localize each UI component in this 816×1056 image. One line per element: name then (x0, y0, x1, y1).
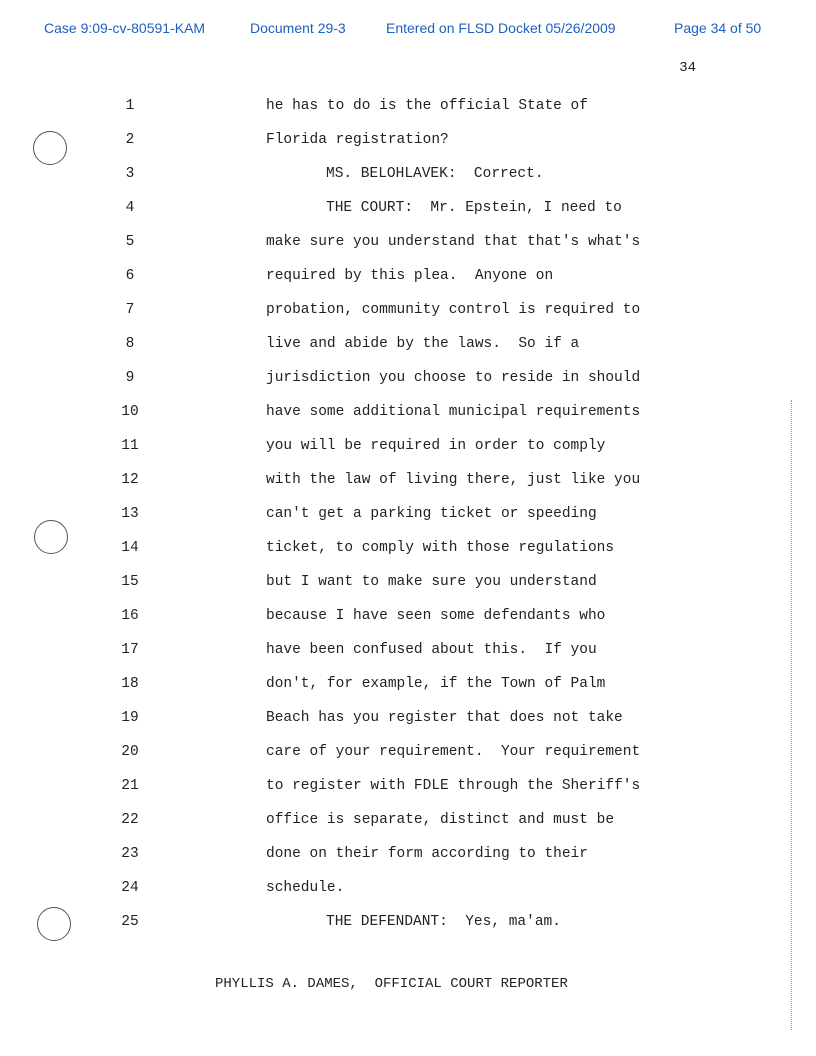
case-number: Case 9:09-cv-80591-KAM (44, 20, 206, 36)
document-number: Document 29-3 (250, 20, 346, 36)
line-text: can't get a parking ticket or speeding (266, 506, 597, 522)
line-number: 25 (121, 914, 139, 930)
line-text: make sure you understand that that's what's (266, 234, 641, 250)
line-number: 10 (121, 404, 139, 420)
line-text: probation, community control is required to (266, 302, 641, 318)
line-number: 19 (121, 710, 139, 726)
line-number: 4 (125, 200, 135, 216)
line-text: MS. BELOHLAVEK: Correct. (326, 166, 544, 182)
line-text: with the law of living there, just like you (266, 472, 641, 488)
line-text: have been confused about this. If you (266, 642, 597, 658)
line-text: THE COURT: Mr. Epstein, I need to (326, 200, 622, 216)
line-number: 1 (125, 98, 135, 114)
line-text: schedule. (266, 880, 345, 896)
line-text: Beach has you register that does not take (266, 710, 623, 726)
transcript-line (0, 302, 816, 336)
transcript-line (0, 642, 816, 676)
line-number: 3 (125, 166, 135, 182)
line-number: 15 (121, 574, 139, 590)
transcript-line (0, 506, 816, 540)
line-number: 14 (121, 540, 139, 556)
line-number: 9 (125, 370, 135, 386)
line-number: 7 (125, 302, 135, 318)
line-number: 5 (125, 234, 135, 250)
line-number: 16 (121, 608, 139, 624)
line-text: to register with FDLE through the Sheriff's (266, 778, 641, 794)
transcript-page-number: 34 (679, 60, 696, 76)
line-text: you will be required in order to comply (266, 438, 606, 454)
transcript-line (0, 404, 816, 438)
transcript-line (0, 370, 816, 404)
line-text: done on their form according to their (266, 846, 588, 862)
line-text: office is separate, distinct and must be (266, 812, 615, 828)
line-number: 8 (125, 336, 135, 352)
line-number: 24 (121, 880, 139, 896)
transcript-line (0, 438, 816, 472)
line-text: care of your requirement. Your requirement (266, 744, 641, 760)
line-number: 6 (125, 268, 135, 284)
line-number: 21 (121, 778, 139, 794)
line-text: ticket, to comply with those regulations (266, 540, 615, 556)
line-text: THE DEFENDANT: Yes, ma'am. (326, 914, 561, 930)
transcript-line (0, 744, 816, 778)
line-number: 2 (125, 132, 135, 148)
line-number: 22 (121, 812, 139, 828)
transcript-line (0, 268, 816, 302)
line-text: live and abide by the laws. So if a (266, 336, 580, 352)
transcript-line (0, 98, 816, 132)
transcript-line (0, 574, 816, 608)
transcript-line (0, 676, 816, 710)
court-reporter-footer: PHYLLIS A. DAMES, OFFICIAL COURT REPORTER (215, 976, 568, 992)
line-text: have some additional municipal requirements (266, 404, 641, 420)
docket-entry: Entered on FLSD Docket 05/26/2009 (386, 20, 616, 36)
line-text: Florida registration? (266, 132, 449, 148)
line-number: 20 (121, 744, 139, 760)
line-text: required by this plea. Anyone on (266, 268, 554, 284)
line-number: 23 (121, 846, 139, 862)
transcript-line (0, 200, 816, 234)
transcript-line (0, 540, 816, 574)
transcript-line (0, 234, 816, 268)
transcript-line (0, 608, 816, 642)
transcript-line (0, 710, 816, 744)
line-text: don't, for example, if the Town of Palm (266, 676, 606, 692)
line-text: but I want to make sure you understand (266, 574, 597, 590)
transcript-line (0, 880, 816, 914)
line-number: 17 (121, 642, 139, 658)
line-number: 13 (121, 506, 139, 522)
line-text: he has to do is the official State of (266, 98, 588, 114)
line-text: jurisdiction you choose to reside in should (266, 370, 641, 386)
transcript-line (0, 812, 816, 846)
line-number: 18 (121, 676, 139, 692)
transcript-line (0, 914, 816, 948)
transcript-line (0, 132, 816, 166)
transcript-line (0, 166, 816, 200)
transcript-line (0, 846, 816, 880)
transcript-line (0, 778, 816, 812)
line-text: because I have seen some defendants who (266, 608, 606, 624)
transcript-line (0, 472, 816, 506)
transcript-line (0, 336, 816, 370)
line-number: 11 (121, 438, 139, 454)
line-number: 12 (121, 472, 139, 488)
page-indicator: Page 34 of 50 (674, 20, 762, 36)
